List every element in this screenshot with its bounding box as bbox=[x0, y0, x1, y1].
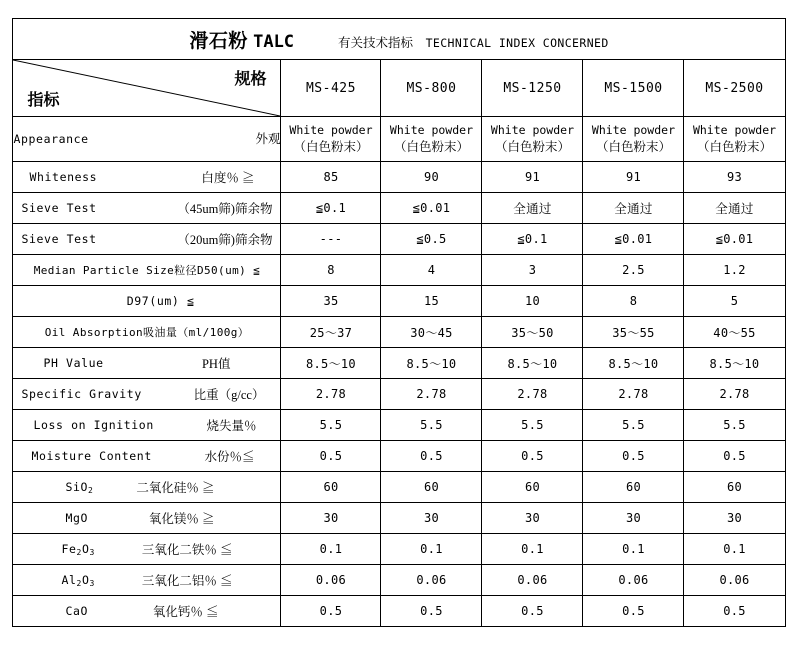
header-corner-cell bbox=[13, 60, 281, 117]
cell-whiteness-ms1500: 91 bbox=[583, 162, 684, 193]
cell-cao-ms1250: 0.5 bbox=[482, 596, 583, 627]
table-row bbox=[13, 596, 785, 627]
cell-ph-ms1250: 8.5～10 bbox=[482, 348, 583, 379]
cell-fe2o3-ms1500: 0.1 bbox=[583, 534, 684, 565]
row-label-oil-absorption: Oil Absorption吸油量（ml/100g） bbox=[13, 317, 281, 348]
column-header-grade-4: MS-1500 bbox=[583, 60, 684, 117]
cell-al2o3-ms800: 0.06 bbox=[381, 565, 482, 596]
cell-mgo-ms1500: 30 bbox=[583, 503, 684, 534]
cell-d50-ms2500: 1.2 bbox=[684, 255, 785, 286]
cell-oil-ms1500: 35～55 bbox=[583, 317, 684, 348]
cell-sieve45-ms2500: 全通过 bbox=[684, 193, 785, 224]
cell-mgo-ms425: 30 bbox=[281, 503, 381, 534]
cell-gravity-ms425: 2.78 bbox=[281, 379, 381, 410]
cell-d97-ms800: 15 bbox=[381, 286, 482, 317]
cell-sio2-ms800: 60 bbox=[381, 472, 482, 503]
cell-fe2o3-ms800: 0.1 bbox=[381, 534, 482, 565]
cell-ph-ms1500: 8.5～10 bbox=[583, 348, 684, 379]
cell-d50-ms425: 8 bbox=[281, 255, 381, 286]
cell-whiteness-ms800: 90 bbox=[381, 162, 482, 193]
cell-whiteness-ms1250: 91 bbox=[482, 162, 583, 193]
cell-cao-ms2500: 0.5 bbox=[684, 596, 785, 627]
row-label-loss-on-ignition: Loss on Ignition 烧失量％ bbox=[13, 410, 281, 441]
row-label-appearance: Appearance 外观 bbox=[13, 117, 281, 162]
cell-gravity-ms800: 2.78 bbox=[381, 379, 482, 410]
cell-loi-ms2500: 5.5 bbox=[684, 410, 785, 441]
cell-moisture-ms425: 0.5 bbox=[281, 441, 381, 472]
cell-appearance-ms1500: White powder （白色粉末） bbox=[583, 117, 684, 162]
cell-al2o3-ms2500: 0.06 bbox=[684, 565, 785, 596]
cell-cao-ms1500: 0.5 bbox=[583, 596, 684, 627]
row-label-median-particle-size: Median Particle Size粒径D50(um) ≦ bbox=[13, 255, 281, 286]
cell-sieve45-ms425: ≦0.1 bbox=[281, 193, 381, 224]
cell-sieve45-ms1250: 全通过 bbox=[482, 193, 583, 224]
cell-whiteness-ms425: 85 bbox=[281, 162, 381, 193]
row-label-sieve-test-45um: Sieve Test （45um筛)筛余物 bbox=[13, 193, 281, 224]
table-row bbox=[13, 224, 785, 255]
cell-d50-ms800: 4 bbox=[381, 255, 482, 286]
formula-sio2: SiO$_2$ bbox=[65, 480, 94, 495]
column-header-grade-1: MS-425 bbox=[281, 60, 381, 117]
document-title-cell bbox=[13, 19, 785, 60]
cell-gravity-ms1250: 2.78 bbox=[482, 379, 583, 410]
cell-loi-ms1250: 5.5 bbox=[482, 410, 583, 441]
row-label-fe2o3: $Fe_2O_3$ 三氧化二铁％ ≦ bbox=[13, 534, 281, 565]
cell-sieve45-ms800: ≦0.01 bbox=[381, 193, 482, 224]
cell-appearance-ms800: White powder （白色粉末） bbox=[381, 117, 482, 162]
cell-d97-ms425: 35 bbox=[281, 286, 381, 317]
cell-oil-ms425: 25～37 bbox=[281, 317, 381, 348]
row-label-al2o3: $Al_2O_3$ 三氧化二铝％ ≦ bbox=[13, 565, 281, 596]
table-row bbox=[13, 193, 785, 224]
cell-whiteness-ms2500: 93 bbox=[684, 162, 785, 193]
table-row bbox=[13, 286, 785, 317]
row-label-mgo: MgO 氧化镁％ ≧ bbox=[13, 503, 281, 534]
cell-al2o3-ms1500: 0.06 bbox=[583, 565, 684, 596]
cell-moisture-ms2500: 0.5 bbox=[684, 441, 785, 472]
header-label-spec: 规格 bbox=[234, 71, 267, 88]
row-label-sio2: SiO$_2$ 二氧化硅％ ≧ bbox=[13, 472, 281, 503]
header-label-index: 指标 bbox=[27, 92, 60, 109]
cell-moisture-ms1500: 0.5 bbox=[583, 441, 684, 472]
row-label-moisture-content: Moisture Content 水份％≦ bbox=[13, 441, 281, 472]
cell-loi-ms1500: 5.5 bbox=[583, 410, 684, 441]
formula-mgo: MgO bbox=[65, 511, 89, 525]
cell-loi-ms800: 5.5 bbox=[381, 410, 482, 441]
cell-sieve20-ms1500: ≦0.01 bbox=[583, 224, 684, 255]
cell-sieve45-ms1500: 全通过 bbox=[583, 193, 684, 224]
cell-cao-ms425: 0.5 bbox=[281, 596, 381, 627]
cell-loi-ms425: 5.5 bbox=[281, 410, 381, 441]
cell-sieve20-ms2500: ≦0.01 bbox=[684, 224, 785, 255]
cell-cao-ms800: 0.5 bbox=[381, 596, 482, 627]
table-title-row bbox=[13, 19, 785, 60]
cell-sieve20-ms800: ≦0.5 bbox=[381, 224, 482, 255]
table-row bbox=[13, 379, 785, 410]
cell-fe2o3-ms1250: 0.1 bbox=[482, 534, 583, 565]
cell-fe2o3-ms425: 0.1 bbox=[281, 534, 381, 565]
page-title: 滑石粉 TALC bbox=[189, 30, 295, 52]
table-row bbox=[13, 117, 785, 162]
table-row bbox=[13, 534, 785, 565]
cell-oil-ms800: 30～45 bbox=[381, 317, 482, 348]
cell-mgo-ms800: 30 bbox=[381, 503, 482, 534]
table-header-row bbox=[13, 60, 785, 117]
table-row bbox=[13, 441, 785, 472]
cell-sio2-ms1500: 60 bbox=[583, 472, 684, 503]
cell-sio2-ms1250: 60 bbox=[482, 472, 583, 503]
cell-mgo-ms1250: 30 bbox=[482, 503, 583, 534]
cell-oil-ms2500: 40～55 bbox=[684, 317, 785, 348]
cell-d50-ms1500: 2.5 bbox=[583, 255, 684, 286]
column-header-grade-3: MS-1250 bbox=[482, 60, 583, 117]
column-header-grade-2: MS-800 bbox=[381, 60, 482, 117]
cell-d50-ms1250: 3 bbox=[482, 255, 583, 286]
cell-sio2-ms425: 60 bbox=[281, 472, 381, 503]
table-row bbox=[13, 255, 785, 286]
cell-appearance-ms425: White powder （白色粉末） bbox=[281, 117, 381, 162]
cell-d97-ms1500: 8 bbox=[583, 286, 684, 317]
cell-gravity-ms1500: 2.78 bbox=[583, 379, 684, 410]
cell-oil-ms1250: 35～50 bbox=[482, 317, 583, 348]
cell-moisture-ms800: 0.5 bbox=[381, 441, 482, 472]
formula-cao: CaO bbox=[65, 604, 89, 618]
cell-sio2-ms2500: 60 bbox=[684, 472, 785, 503]
table-row bbox=[13, 565, 785, 596]
cell-ph-ms2500: 8.5～10 bbox=[684, 348, 785, 379]
cell-al2o3-ms1250: 0.06 bbox=[482, 565, 583, 596]
table-row bbox=[13, 348, 785, 379]
row-label-ph-value: PH Value PH值 bbox=[13, 348, 281, 379]
table-row bbox=[13, 472, 785, 503]
page-subtitle: 有关技术指标 TECHNICAL INDEX CONCERNED bbox=[338, 35, 609, 50]
row-label-d97: D97(um) ≦ bbox=[13, 286, 281, 317]
row-label-specific-gravity: Specific Gravity 比重（g/cc） bbox=[13, 379, 281, 410]
cell-ph-ms425: 8.5～10 bbox=[281, 348, 381, 379]
cell-sieve20-ms1250: ≦0.1 bbox=[482, 224, 583, 255]
cell-al2o3-ms425: 0.06 bbox=[281, 565, 381, 596]
cell-appearance-ms1250: White powder （白色粉末） bbox=[482, 117, 583, 162]
cell-gravity-ms2500: 2.78 bbox=[684, 379, 785, 410]
cell-fe2o3-ms2500: 0.1 bbox=[684, 534, 785, 565]
column-header-grade-5: MS-2500 bbox=[684, 60, 785, 117]
cell-appearance-ms2500: White powder （白色粉末） bbox=[684, 117, 785, 162]
table-row bbox=[13, 317, 785, 348]
cell-moisture-ms1250: 0.5 bbox=[482, 441, 583, 472]
cell-d97-ms2500: 5 bbox=[684, 286, 785, 317]
cell-sieve20-ms425: --- bbox=[281, 224, 381, 255]
cell-ph-ms800: 8.5～10 bbox=[381, 348, 482, 379]
row-label-cao: CaO 氧化钙％ ≦ bbox=[13, 596, 281, 627]
formula-al2o3: $Al_2O_3$ bbox=[61, 573, 95, 588]
table-row bbox=[13, 162, 785, 193]
table-row bbox=[13, 503, 785, 534]
row-label-whiteness: Whiteness 白度％ ≧ bbox=[13, 162, 281, 193]
row-label-sieve-test-20um: Sieve Test （20um筛)筛余物 bbox=[13, 224, 281, 255]
cell-mgo-ms2500: 30 bbox=[684, 503, 785, 534]
talc-spec-table bbox=[12, 18, 785, 627]
table-row bbox=[13, 410, 785, 441]
formula-fe2o3: $Fe_2O_3$ bbox=[61, 542, 95, 557]
cell-d97-ms1250: 10 bbox=[482, 286, 583, 317]
